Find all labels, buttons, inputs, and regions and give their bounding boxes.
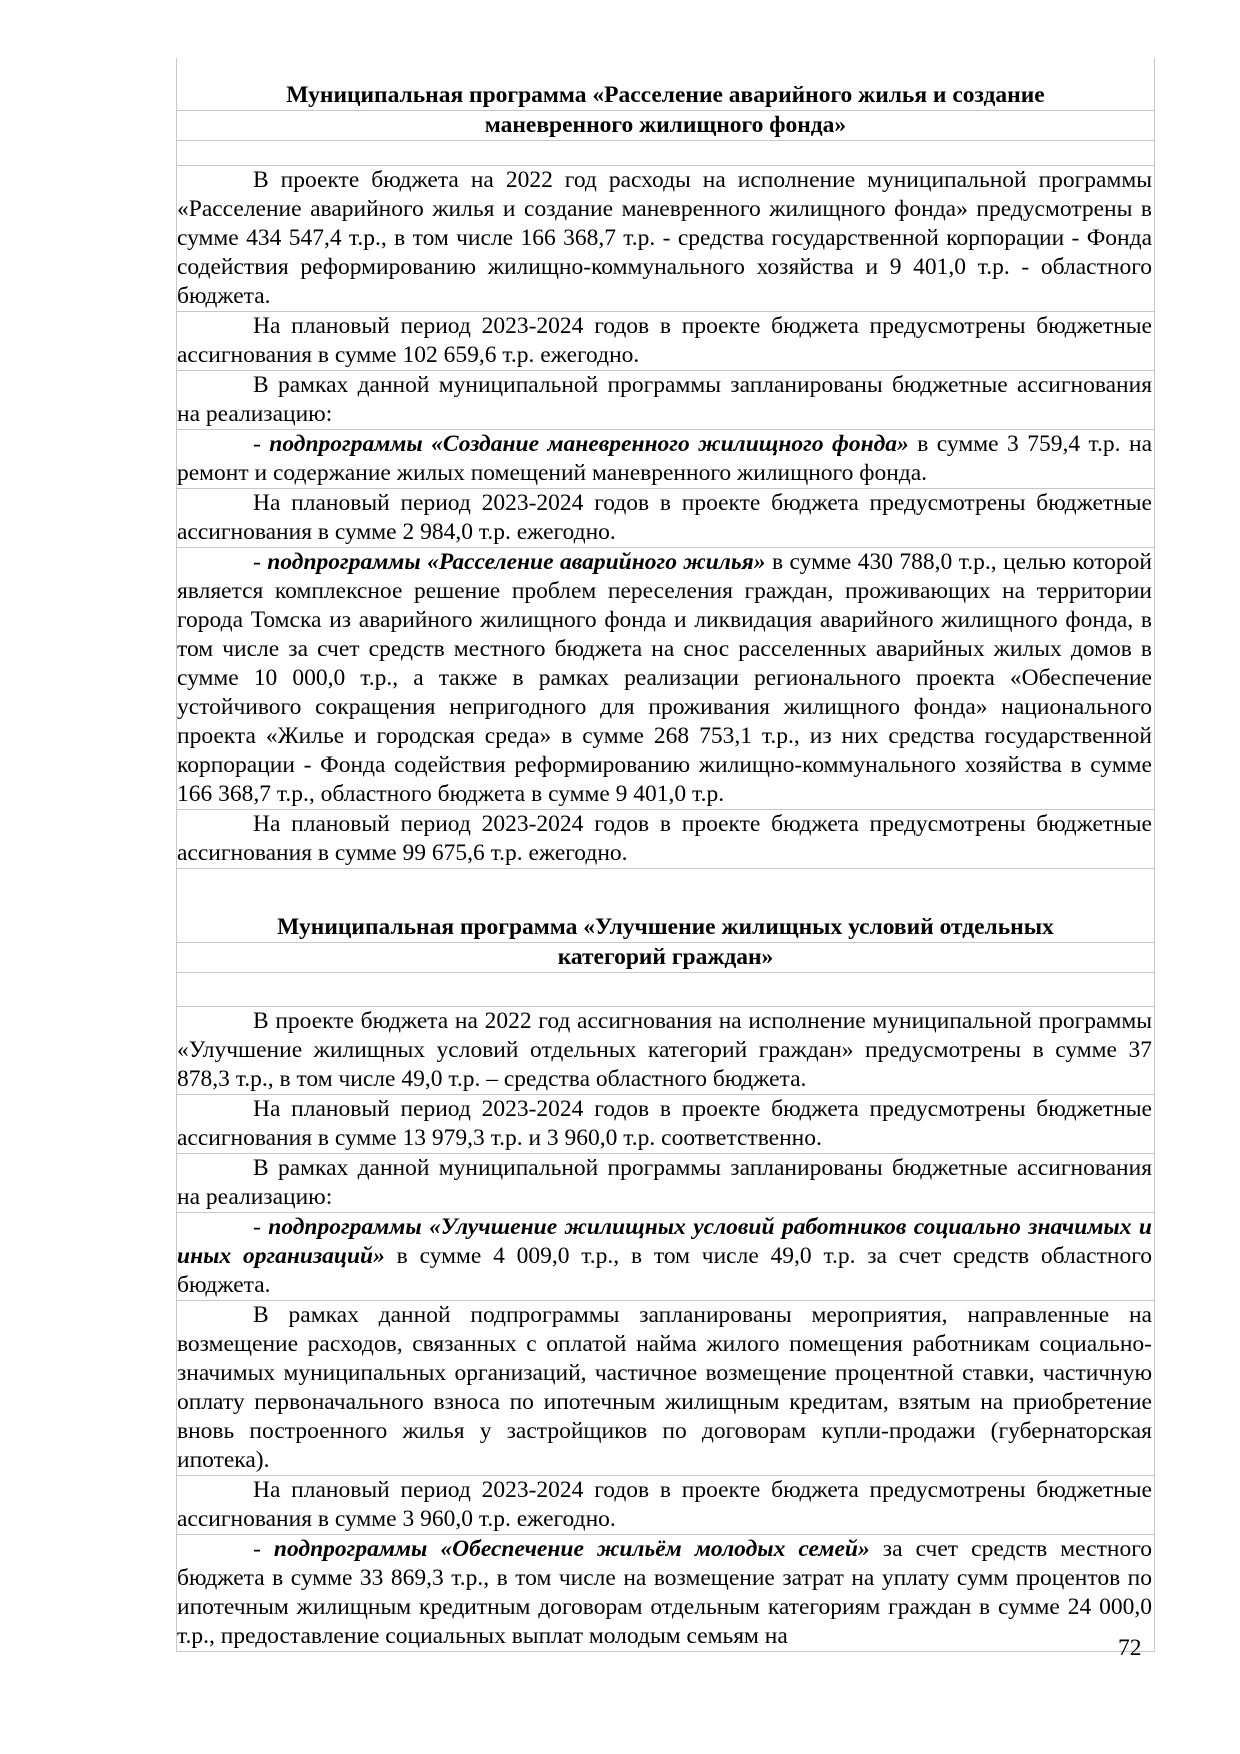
page-number: 72 <box>1118 1635 1142 1661</box>
heading-spacer <box>177 972 1154 1006</box>
subprogram-text: в сумме 430 788,0 т.р., целью которой является комплексное решение проблем переселения граждан, проживающих на территории города Томска из аварийного жилищного фонда и ликвидация аварийного жилищного фонда, в том числе за счет средств местного бюджета на снос расселенных аварийных жилых домов в сумме 10 000,0 т.р., а также в рамках реализации регионального проекта «Обеспечение устойчивого сокращения непригодного для проживания жилищного фонда» национального проекта «Жилье и городская среда» в сумме 268 753,1 т.р., из них средства государственной корпорации - Фонда содействия реформированию жилищно-коммунального хозяйства в сумме 166 368,7 т.р., областного бюджета в сумме 9 401,0 т.р. <box>177 549 1153 807</box>
text-column <box>176 58 1155 1652</box>
section-heading-line: Муниципальная программа «Расселение аварийного жилья и создание <box>177 81 1154 111</box>
list-dash: - <box>253 549 268 575</box>
paragraph: В проекте бюджета на 2022 год ассигнования на исполнение муниципальной программы «Улучшение жилищных условий отдельных категорий граждан» предусмотрены в сумме 37 878,3 т.р., в том числе 49,0 т.р. – средства областного бюджета. <box>177 1008 1152 1092</box>
paragraph: На плановый период 2023-2024 годов в проекте бюджета предусмотрены бюджетные ассигнования в сумме 3 960,0 т.р. ежегодно. <box>177 1477 1152 1532</box>
section-heading-line: категорий граждан» <box>557 944 774 970</box>
list-dash: - <box>253 431 270 457</box>
paragraph: На плановый период 2023-2024 годов в проекте бюджета предусмотрены бюджетные ассигнования в сумме 102 659,6 т.р. ежегодно. <box>177 313 1152 368</box>
subprogram-paragraph <box>177 1534 1154 1652</box>
paragraph: На плановый период 2023-2024 годов в проекте бюджета предусмотрены бюджетные ассигнования в сумме 13 979,3 т.р. и 3 960,0 т.р. соответственно. <box>177 1096 1152 1151</box>
subprogram-name: подпрограммы «Создание маневренного жилищного фонда» <box>269 431 909 457</box>
paragraph: На плановый период 2023-2024 годов в проекте бюджета предусмотрены бюджетные ассигнования в сумме 99 675,6 т.р. ежегодно. <box>177 811 1152 866</box>
paragraph: В рамках данной подпрограммы запланированы мероприятия, направленные на возмещение расходов, связанных с оплатой найма жилого помещения работникам социально-значимых муниципальных организаций, частичное возмещение процентной ставки, частичную оплату первоначального взноса по ипотечным жилищным кредитам, взятым на приобретение вновь построенного жилья у застройщиков по договорам купли-продажи (губернаторская ипотека). <box>177 1302 1152 1473</box>
paragraph: На плановый период 2023-2024 годов в проекте бюджета предусмотрены бюджетные ассигнования в сумме 2 984,0 т.р. ежегодно. <box>177 490 1152 545</box>
section-heading-line: маневренного жилищного фонда» <box>484 112 847 138</box>
subprogram-name: подпрограммы «Улучшение жилищных условий работников социально значимых и иных организаций» <box>177 1214 1152 1269</box>
list-dash: - <box>253 1214 269 1240</box>
section-heading <box>177 913 1154 972</box>
subprogram-text: за счет средств местного бюджета в сумме 33 869,3 т.р., в том числе на возмещение затрат на уплату сумм процентов по ипотечным жилищным кредитным договорам отдельным категориям граждан в сумме 24 000,0 т.р., предоставление социальных выплат молодым семьям на <box>177 1536 1153 1649</box>
paragraph: В проекте бюджета на 2022 год расходы на исполнение муниципальной программы «Расселение аварийного жилья и создание маневренного жилищного фонда» предусмотрены в сумме 434 547,4 т.р., в том числе 166 368,7 т.р. - средства государственной корпорации - Фонда содействия реформированию жилищно-коммунального хозяйства и 9 401,0 т.р. - областного бюджета. <box>177 167 1152 309</box>
subprogram-paragraph <box>177 1212 1154 1300</box>
subprogram-paragraph <box>177 429 1154 488</box>
subprogram-name: подпрограммы «Обеспечение жильём молодых семей» <box>273 1536 870 1562</box>
subprogram-paragraph <box>177 547 1154 809</box>
heading-spacer <box>177 140 1154 165</box>
section-heading <box>177 81 1154 140</box>
section-heading-line: Муниципальная программа «Улучшение жилищных условий отдельных <box>177 913 1154 943</box>
top-spacer <box>177 58 1154 81</box>
subprogram-name: подпрограммы «Расселение аварийного жилья» <box>267 549 766 575</box>
subprogram-text: в сумме 3 759,4 т.р. на ремонт и содержание жилых помещений маневренного жилищного фонда. <box>177 431 1152 486</box>
section-spacer <box>177 868 1154 913</box>
paragraph: В рамках данной муниципальной программы запланированы бюджетные ассигнования на реализацию: <box>177 1155 1152 1210</box>
paragraph: В рамках данной муниципальной программы запланированы бюджетные ассигнования на реализацию: <box>177 372 1152 427</box>
list-dash: - <box>253 1536 274 1562</box>
subprogram-text: в сумме 4 009,0 т.р., в том числе 49,0 т.р. за счет средств областного бюджета. <box>177 1243 1153 1298</box>
